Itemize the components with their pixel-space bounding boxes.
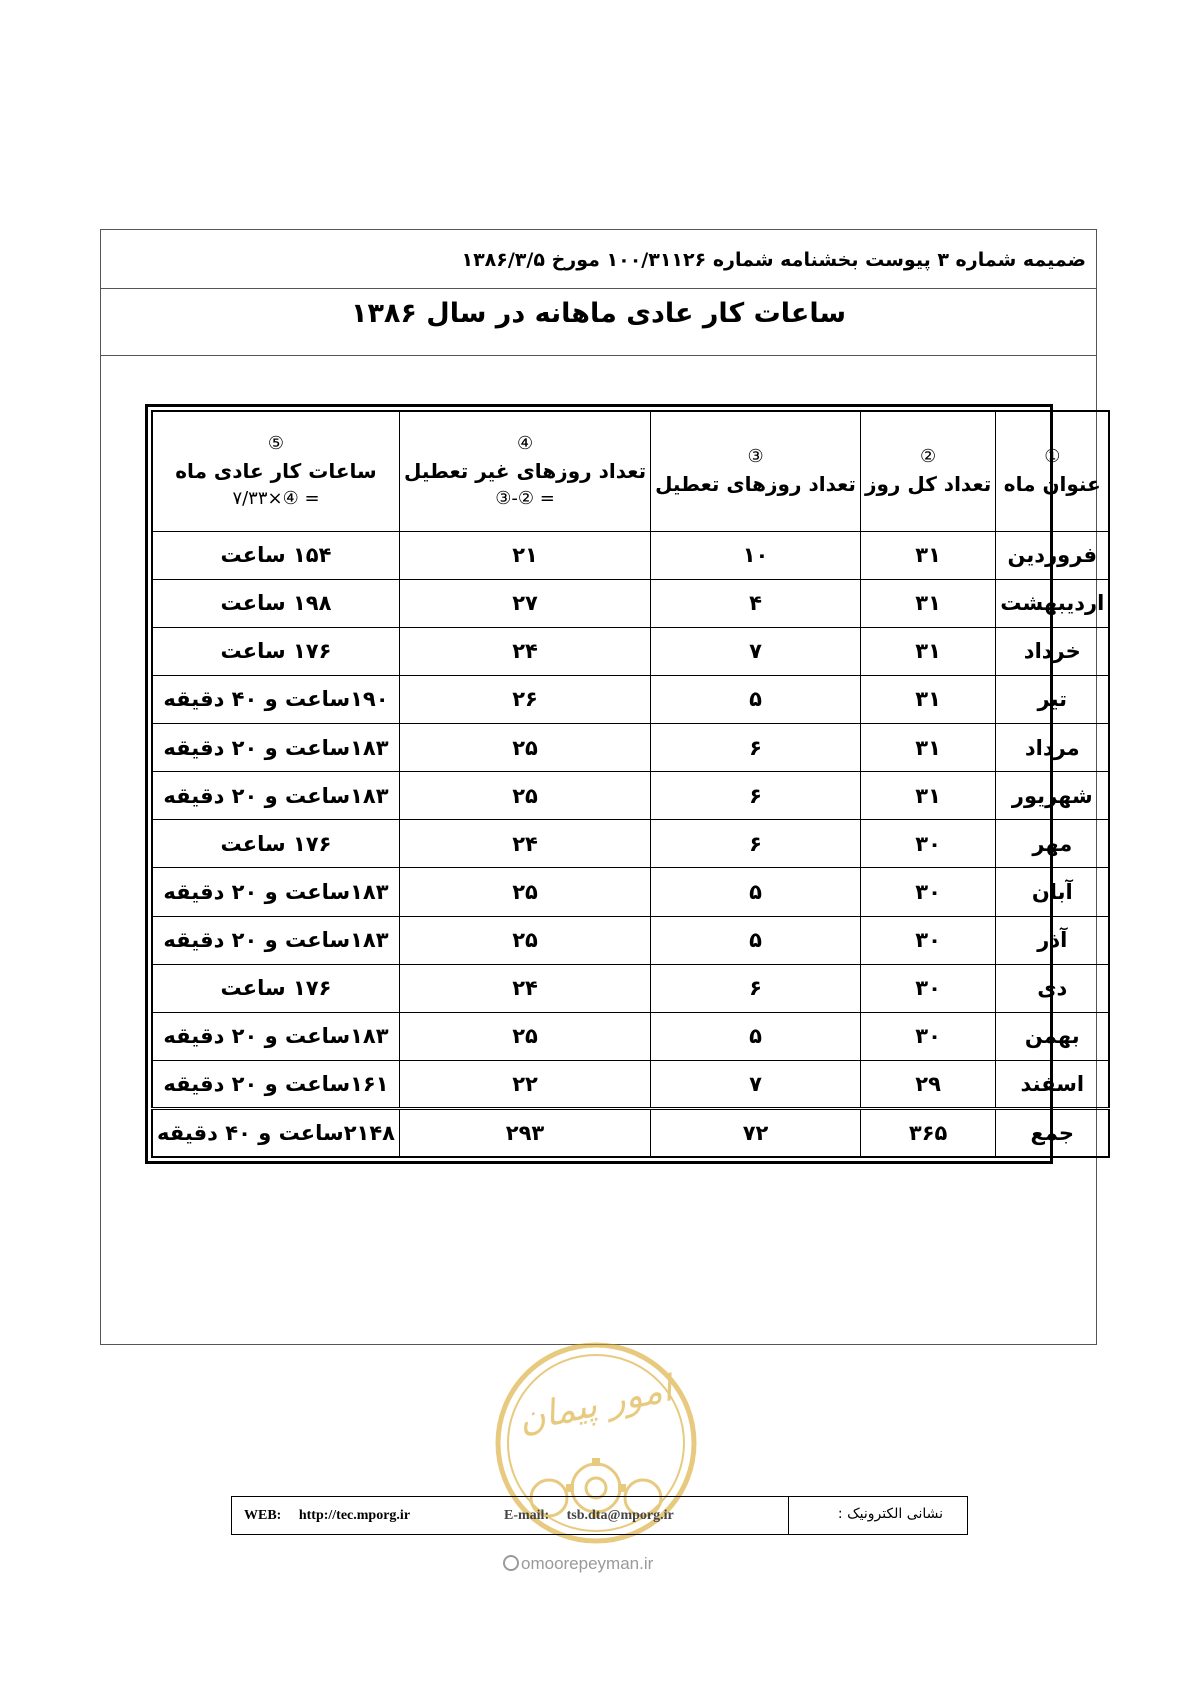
cell-workdays: ۲۵: [399, 916, 650, 964]
cell-month: آبان: [996, 868, 1110, 916]
cell-workdays: ۲۱: [399, 531, 650, 579]
table-row: [152, 868, 1109, 916]
table-total-row: [152, 1109, 1109, 1157]
cell-total-days: ۲۹: [860, 1061, 995, 1109]
cell-holidays: ۵: [651, 675, 861, 723]
cell-month: خرداد: [996, 627, 1110, 675]
cell-holidays: ۶: [651, 772, 861, 820]
cell-workdays: ۲۲: [399, 1061, 650, 1109]
cell-holidays: ۷۲: [651, 1109, 861, 1157]
globe-icon: [503, 1555, 519, 1571]
cell-hours: ۱۷۶ ساعت: [152, 820, 399, 868]
cell-month: تیر: [996, 675, 1110, 723]
watermark: [503, 1554, 653, 1574]
hours-table-wrapper: [145, 404, 1105, 1164]
cell-hours: ۱۸۳ساعت و ۲۰ دقیقه: [152, 772, 399, 820]
table-row: [152, 1012, 1109, 1060]
table-row: [152, 675, 1109, 723]
cell-hours: ۱۹۰ساعت و ۴۰ دقیقه: [152, 675, 399, 723]
cell-hours: ۱۷۶ ساعت: [152, 627, 399, 675]
cell-hours: ۱۸۳ساعت و ۲۰ دقیقه: [152, 916, 399, 964]
cell-holidays: ۴: [651, 579, 861, 627]
cell-hours: ۱۸۳ساعت و ۲۰ دقیقه: [152, 1012, 399, 1060]
cell-total-days: ۳۱: [860, 724, 995, 772]
column-header-1: [996, 411, 1110, 531]
cell-holidays: ۷: [651, 1061, 861, 1109]
footer-address-label: نشانی الکترونیک :: [837, 1506, 943, 1522]
cell-total-days: ۳۰: [860, 1012, 995, 1060]
footer-divider: [788, 1497, 789, 1534]
cell-holidays: ۵: [651, 1012, 861, 1060]
column-label: ساعات کار عادی ماه: [175, 458, 377, 483]
cell-total-days: ۳۰: [860, 868, 995, 916]
cell-holidays: ۱۰: [651, 531, 861, 579]
column-header-5: [152, 411, 399, 531]
document-header: ضمیمه شماره ۳ پیوست بخشنامه شماره ۱۰۰/۳۱۱۲۶ مورخ ۱۳۸۶/۳/۵: [101, 230, 1096, 289]
column-number: ⑤: [267, 432, 285, 454]
footer-email: [504, 1508, 674, 1524]
cell-month: اردیبهشت: [996, 579, 1110, 627]
cell-holidays: ۷: [651, 627, 861, 675]
table-row: [152, 1061, 1109, 1109]
footer-bar: [231, 1496, 968, 1535]
column-label: تعداد کل روز: [864, 471, 992, 496]
column-number: ③: [747, 445, 764, 467]
cell-month: مهر: [996, 820, 1110, 868]
footer-web: [244, 1508, 410, 1524]
cell-hours: ۱۸۳ساعت و ۲۰ دقیقه: [152, 724, 399, 772]
cell-month: فروردین: [996, 531, 1110, 579]
footer-web-link[interactable]: http://tec.mporg.ir: [298, 1508, 411, 1523]
column-label: تعداد روزهای تعطیل: [655, 471, 856, 496]
cell-holidays: ۶: [651, 820, 861, 868]
table-row: [152, 964, 1109, 1012]
table-row: [152, 531, 1109, 579]
cell-workdays: ۲۴: [399, 627, 650, 675]
column-number: ①: [1044, 445, 1061, 467]
cell-holidays: ۶: [651, 964, 861, 1012]
cell-hours: ۱۶۱ساعت و ۲۰ دقیقه: [152, 1061, 399, 1109]
table-row: [152, 916, 1109, 964]
cell-workdays: ۲۴: [399, 964, 650, 1012]
watermark-text: omoorepeyman.ir: [521, 1554, 654, 1573]
cell-workdays: ۲۷: [399, 579, 650, 627]
cell-month: جمع: [996, 1109, 1110, 1157]
table-row: [152, 772, 1109, 820]
cell-workdays: ۲۵: [399, 868, 650, 916]
cell-workdays: ۲۵: [399, 724, 650, 772]
cell-month: بهمن: [996, 1012, 1110, 1060]
cell-workdays: ۲۶: [399, 675, 650, 723]
cell-hours: ۱۵۴ ساعت: [152, 531, 399, 579]
svg-text:امور پیمان: امور پیمان: [514, 1368, 676, 1441]
table-row: [152, 579, 1109, 627]
cell-workdays: ۲۹۳: [399, 1109, 650, 1157]
cell-total-days: ۳۰: [860, 916, 995, 964]
cell-workdays: ۲۵: [399, 1012, 650, 1060]
footer-email-label: E-mail:: [504, 1508, 550, 1523]
cell-hours: ۱۹۸ ساعت: [152, 579, 399, 627]
cell-workdays: ۲۴: [399, 820, 650, 868]
table-row: [152, 820, 1109, 868]
document-frame: [100, 229, 1105, 1345]
cell-month: آذر: [996, 916, 1110, 964]
cell-holidays: ۵: [651, 868, 861, 916]
cell-total-days: ۳۰: [860, 820, 995, 868]
cell-month: دی: [996, 964, 1110, 1012]
cell-holidays: ۵: [651, 916, 861, 964]
cell-total-days: ۳۱: [860, 772, 995, 820]
cell-hours: ۱۸۳ساعت و ۲۰ دقیقه: [152, 868, 399, 916]
hours-table: [151, 410, 1110, 1158]
table-row: [152, 627, 1109, 675]
cell-holidays: ۶: [651, 724, 861, 772]
cell-total-days: ۳۶۵: [860, 1109, 995, 1157]
cell-total-days: ۳۱: [860, 627, 995, 675]
cell-total-days: ۳۱: [860, 579, 995, 627]
cell-hours: ۲۱۴۸ساعت و ۴۰ دقیقه: [152, 1109, 399, 1157]
column-header-2: [860, 411, 995, 531]
cell-month: اسفند: [996, 1061, 1110, 1109]
table-body: [152, 531, 1109, 1157]
cell-total-days: ۳۱: [860, 675, 995, 723]
cell-total-days: ۳۰: [860, 964, 995, 1012]
cell-hours: ۱۷۶ ساعت: [152, 964, 399, 1012]
column-label: تعداد روزهای غیر تعطیل: [403, 458, 647, 483]
cell-total-days: ۳۱: [860, 531, 995, 579]
column-formula: = ④×۷/۳۳: [232, 487, 320, 509]
cell-workdays: ۲۵: [399, 772, 650, 820]
cell-month: مرداد: [996, 724, 1110, 772]
column-label: عنوان ماه: [1003, 471, 1101, 496]
column-number: ②: [920, 445, 937, 467]
column-formula: = ②-③: [495, 487, 555, 509]
footer-email-link[interactable]: tsb.dta@mporg.ir: [566, 1508, 674, 1523]
column-number: ④: [516, 432, 534, 454]
document-title: ساعات کار عادی ماهانه در سال ۱۳۸۶: [101, 289, 1096, 356]
cell-month: شهریور: [996, 772, 1110, 820]
footer-web-label: WEB:: [244, 1508, 282, 1523]
column-header-4: [399, 411, 650, 531]
table-row: [152, 724, 1109, 772]
column-header-3: [651, 411, 861, 531]
table-header-row: [152, 411, 1109, 531]
